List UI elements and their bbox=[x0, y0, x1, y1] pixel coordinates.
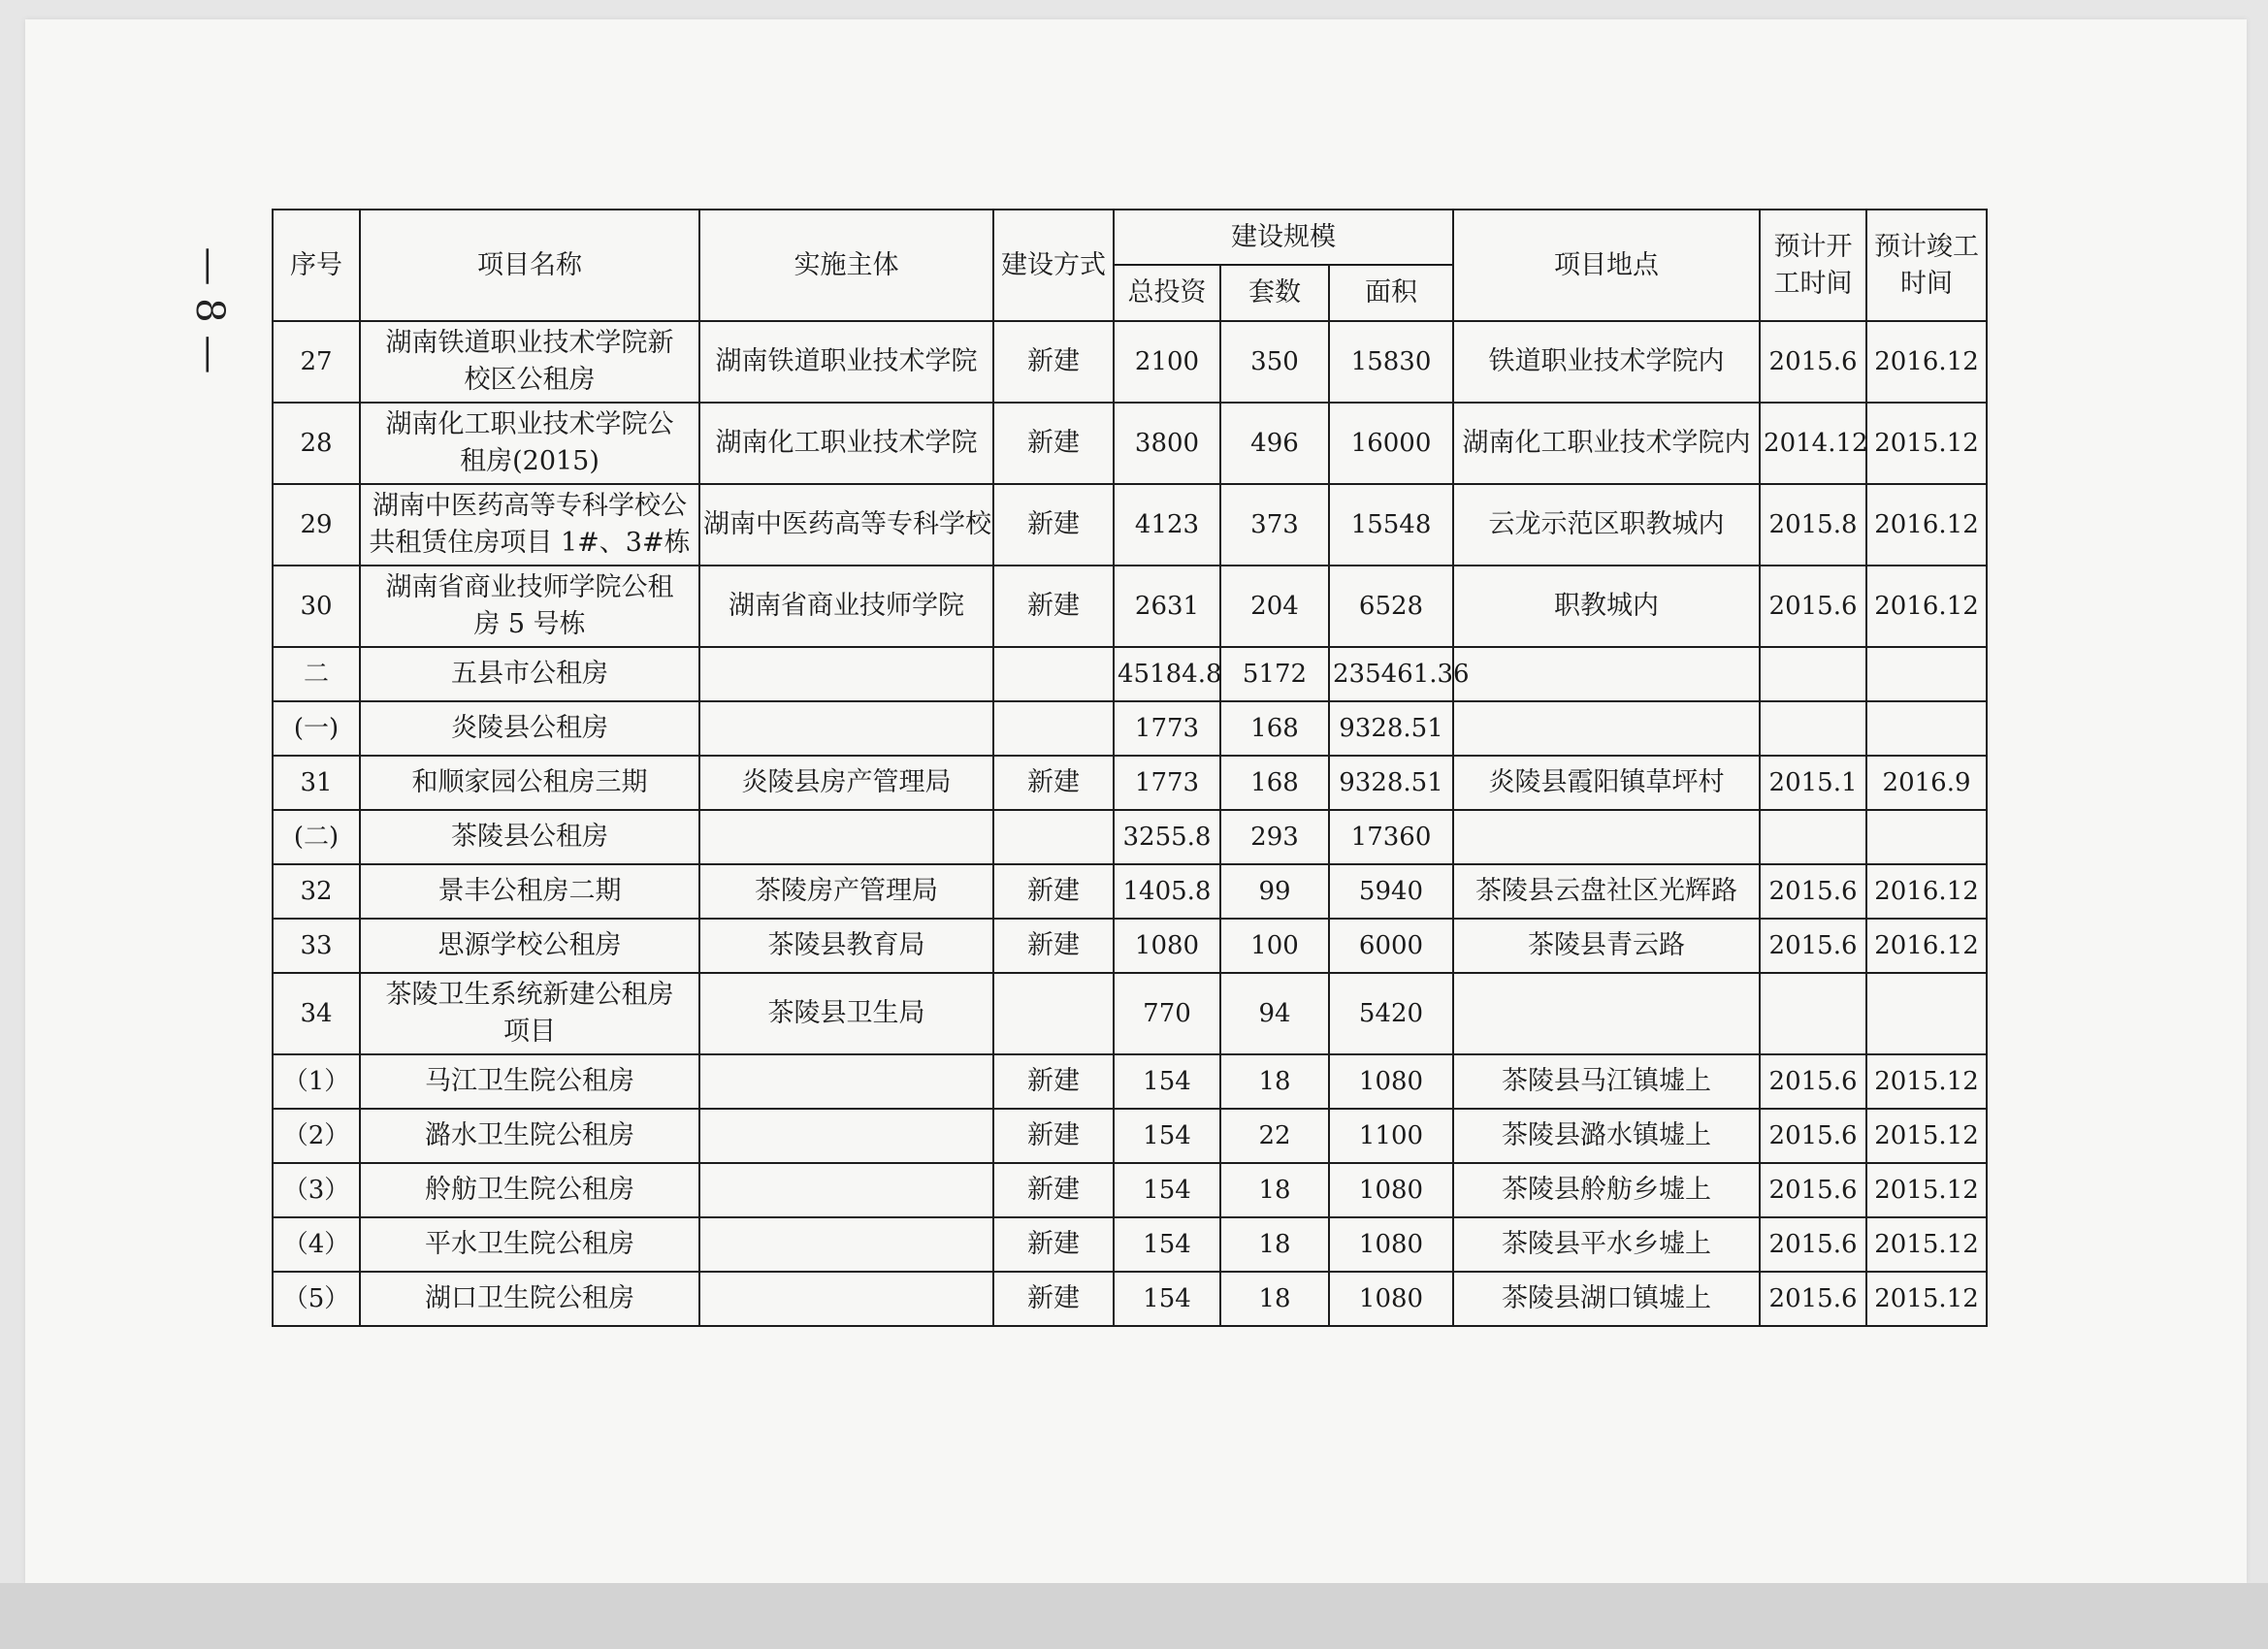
cell-project-name bbox=[360, 321, 699, 403]
header-investment: 总投资 bbox=[1114, 265, 1220, 321]
project-name-line: 湖南化工职业技术学院公 bbox=[385, 409, 674, 439]
cell-project-name bbox=[360, 1054, 699, 1109]
header-end-time bbox=[1866, 210, 1987, 321]
project-name-line: 共租赁住房项目 1#、3#栋 bbox=[369, 528, 691, 558]
cell-investment: 45184.8 bbox=[1114, 647, 1220, 701]
cell-investment: 1405.8 bbox=[1114, 864, 1220, 919]
cell-end-time: 2016.12 bbox=[1866, 919, 1987, 973]
cell-start-time: 2014.12 bbox=[1760, 403, 1866, 484]
table-row bbox=[273, 701, 1987, 756]
cell-method: 新建 bbox=[993, 919, 1114, 973]
table-row bbox=[273, 566, 1987, 647]
cell-entity bbox=[699, 1272, 993, 1326]
cell-start-time: 2015.6 bbox=[1760, 1109, 1866, 1163]
cell-project-name bbox=[360, 919, 699, 973]
cell-area: 16000 bbox=[1329, 403, 1453, 484]
cell-end-time: 2015.12 bbox=[1866, 1109, 1987, 1163]
header-location: 项目地点 bbox=[1453, 210, 1760, 321]
cell-location: 云龙示范区职教城内 bbox=[1453, 484, 1760, 566]
cell-no: 33 bbox=[273, 919, 360, 973]
cell-no: 27 bbox=[273, 321, 360, 403]
scanner-edge bbox=[0, 1583, 2268, 1649]
cell-units: 373 bbox=[1220, 484, 1329, 566]
header-method: 建设方式 bbox=[993, 210, 1114, 321]
project-name-line: 五县市公租房 bbox=[451, 659, 608, 689]
cell-units: 350 bbox=[1220, 321, 1329, 403]
table-row bbox=[273, 810, 1987, 864]
project-name-line: 湖南省商业技师学院公租 bbox=[385, 572, 674, 602]
cell-project-name bbox=[360, 1217, 699, 1272]
project-name-line: 思源学校公租房 bbox=[437, 930, 622, 960]
cell-no: 30 bbox=[273, 566, 360, 647]
cell-entity: 湖南铁道职业技术学院 bbox=[699, 321, 993, 403]
cell-no: （5） bbox=[273, 1272, 360, 1326]
header-row-top bbox=[273, 210, 1987, 265]
cell-project-name bbox=[360, 484, 699, 566]
cell-investment: 154 bbox=[1114, 1054, 1220, 1109]
cell-method bbox=[993, 701, 1114, 756]
cell-area: 1080 bbox=[1329, 1054, 1453, 1109]
header-no: 序号 bbox=[273, 210, 360, 321]
cell-area: 235461.36 bbox=[1329, 647, 1453, 701]
cell-entity: 茶陵房产管理局 bbox=[699, 864, 993, 919]
cell-no: (二) bbox=[273, 810, 360, 864]
cell-method: 新建 bbox=[993, 403, 1114, 484]
cell-units: 18 bbox=[1220, 1272, 1329, 1326]
cell-units: 94 bbox=[1220, 973, 1329, 1054]
cell-method: 新建 bbox=[993, 1272, 1114, 1326]
cell-area: 5940 bbox=[1329, 864, 1453, 919]
cell-no: 34 bbox=[273, 973, 360, 1054]
cell-area: 17360 bbox=[1329, 810, 1453, 864]
project-name-line: 湖南中医药高等专科学校公 bbox=[373, 491, 687, 521]
cell-end-time bbox=[1866, 647, 1987, 701]
cell-units: 204 bbox=[1220, 566, 1329, 647]
cell-no: 29 bbox=[273, 484, 360, 566]
cell-end-time: 2016.12 bbox=[1866, 864, 1987, 919]
cell-investment: 3255.8 bbox=[1114, 810, 1220, 864]
cell-investment: 154 bbox=[1114, 1109, 1220, 1163]
cell-units: 496 bbox=[1220, 403, 1329, 484]
header-area: 面积 bbox=[1329, 265, 1453, 321]
cell-entity bbox=[699, 1163, 993, 1217]
table-row bbox=[273, 864, 1987, 919]
cell-entity: 湖南中医药高等专科学校 bbox=[699, 484, 993, 566]
table-row bbox=[273, 1272, 1987, 1326]
cell-investment: 1773 bbox=[1114, 756, 1220, 810]
cell-entity bbox=[699, 810, 993, 864]
table-body bbox=[273, 321, 1987, 1326]
cell-project-name bbox=[360, 1272, 699, 1326]
cell-location: 茶陵县青云路 bbox=[1453, 919, 1760, 973]
table-row bbox=[273, 756, 1987, 810]
cell-start-time bbox=[1760, 647, 1866, 701]
cell-start-time: 2015.6 bbox=[1760, 1272, 1866, 1326]
cell-location bbox=[1453, 701, 1760, 756]
header-project-name: 项目名称 bbox=[360, 210, 699, 321]
page-number: — 8 — bbox=[187, 246, 232, 374]
header-end-line-2: 时间 bbox=[1900, 268, 1954, 299]
header-start-line-1: 预计开 bbox=[1773, 231, 1853, 262]
cell-investment: 2100 bbox=[1114, 321, 1220, 403]
cell-no: 31 bbox=[273, 756, 360, 810]
project-name-line: 茶陵县公租房 bbox=[451, 822, 608, 852]
cell-method: 新建 bbox=[993, 566, 1114, 647]
cell-end-time: 2015.12 bbox=[1866, 1272, 1987, 1326]
cell-method: 新建 bbox=[993, 321, 1114, 403]
project-name-line: 潞水卫生院公租房 bbox=[425, 1120, 634, 1150]
cell-method bbox=[993, 810, 1114, 864]
cell-investment: 1773 bbox=[1114, 701, 1220, 756]
cell-method: 新建 bbox=[993, 1054, 1114, 1109]
cell-entity: 湖南化工职业技术学院 bbox=[699, 403, 993, 484]
cell-location: 湖南化工职业技术学院内 bbox=[1453, 403, 1760, 484]
cell-investment: 1080 bbox=[1114, 919, 1220, 973]
cell-location bbox=[1453, 810, 1760, 864]
cell-method: 新建 bbox=[993, 756, 1114, 810]
table-row bbox=[273, 973, 1987, 1054]
cell-project-name bbox=[360, 647, 699, 701]
cell-method: 新建 bbox=[993, 484, 1114, 566]
cell-area: 6000 bbox=[1329, 919, 1453, 973]
cell-start-time: 2015.1 bbox=[1760, 756, 1866, 810]
cell-no: （2） bbox=[273, 1109, 360, 1163]
table-row bbox=[273, 403, 1987, 484]
cell-project-name bbox=[360, 973, 699, 1054]
cell-location bbox=[1453, 973, 1760, 1054]
cell-area: 1080 bbox=[1329, 1217, 1453, 1272]
cell-start-time: 2015.8 bbox=[1760, 484, 1866, 566]
cell-area: 1100 bbox=[1329, 1109, 1453, 1163]
table-row bbox=[273, 1054, 1987, 1109]
cell-project-name bbox=[360, 1163, 699, 1217]
cell-start-time: 2015.6 bbox=[1760, 321, 1866, 403]
cell-units: 22 bbox=[1220, 1109, 1329, 1163]
cell-investment: 154 bbox=[1114, 1272, 1220, 1326]
cell-units: 5172 bbox=[1220, 647, 1329, 701]
cell-investment: 3800 bbox=[1114, 403, 1220, 484]
cell-area: 9328.51 bbox=[1329, 756, 1453, 810]
cell-project-name bbox=[360, 566, 699, 647]
cell-area: 5420 bbox=[1329, 973, 1453, 1054]
project-name-line: 项目 bbox=[503, 1017, 556, 1047]
cell-project-name bbox=[360, 756, 699, 810]
project-name-line: 房 5 号栋 bbox=[473, 609, 586, 639]
cell-entity: 茶陵县教育局 bbox=[699, 919, 993, 973]
cell-project-name bbox=[360, 864, 699, 919]
cell-location: 茶陵县舲舫乡墟上 bbox=[1453, 1163, 1760, 1217]
cell-end-time bbox=[1866, 701, 1987, 756]
cell-units: 168 bbox=[1220, 701, 1329, 756]
cell-method: 新建 bbox=[993, 864, 1114, 919]
cell-start-time: 2015.6 bbox=[1760, 1054, 1866, 1109]
cell-investment: 4123 bbox=[1114, 484, 1220, 566]
header-scale: 建设规模 bbox=[1114, 210, 1453, 265]
cell-area: 9328.51 bbox=[1329, 701, 1453, 756]
cell-units: 99 bbox=[1220, 864, 1329, 919]
cell-end-time: 2016.9 bbox=[1866, 756, 1987, 810]
cell-area: 1080 bbox=[1329, 1272, 1453, 1326]
project-name-line: 平水卫生院公租房 bbox=[425, 1229, 634, 1259]
cell-location: 职教城内 bbox=[1453, 566, 1760, 647]
cell-entity: 茶陵县卫生局 bbox=[699, 973, 993, 1054]
cell-area: 15830 bbox=[1329, 321, 1453, 403]
cell-end-time: 2015.12 bbox=[1866, 1163, 1987, 1217]
project-name-line: 景丰公租房二期 bbox=[437, 876, 622, 906]
cell-end-time: 2016.12 bbox=[1866, 321, 1987, 403]
header-start-line-2: 工时间 bbox=[1773, 268, 1853, 299]
cell-end-time: 2016.12 bbox=[1866, 484, 1987, 566]
cell-start-time: 2015.6 bbox=[1760, 919, 1866, 973]
cell-start-time: 2015.6 bbox=[1760, 1163, 1866, 1217]
cell-entity bbox=[699, 1217, 993, 1272]
cell-no: (一) bbox=[273, 701, 360, 756]
cell-location: 铁道职业技术学院内 bbox=[1453, 321, 1760, 403]
cell-units: 18 bbox=[1220, 1163, 1329, 1217]
cell-start-time bbox=[1760, 810, 1866, 864]
project-name-line: 舲舫卫生院公租房 bbox=[425, 1175, 634, 1205]
header-end-line-1: 预计竣工 bbox=[1874, 231, 1980, 262]
cell-end-time: 2015.12 bbox=[1866, 403, 1987, 484]
cell-area: 6528 bbox=[1329, 566, 1453, 647]
cell-project-name bbox=[360, 701, 699, 756]
cell-entity bbox=[699, 647, 993, 701]
cell-project-name bbox=[360, 403, 699, 484]
table-row bbox=[273, 1109, 1987, 1163]
project-name-line: 租房(2015) bbox=[460, 446, 599, 476]
project-name-line: 校区公租房 bbox=[464, 365, 596, 395]
table-row bbox=[273, 1217, 1987, 1272]
cell-area: 15548 bbox=[1329, 484, 1453, 566]
table-row bbox=[273, 321, 1987, 403]
table-row bbox=[273, 1163, 1987, 1217]
cell-end-time: 2015.12 bbox=[1866, 1054, 1987, 1109]
cell-investment: 154 bbox=[1114, 1217, 1220, 1272]
cell-no: 32 bbox=[273, 864, 360, 919]
cell-units: 293 bbox=[1220, 810, 1329, 864]
cell-end-time bbox=[1866, 810, 1987, 864]
cell-no: 28 bbox=[273, 403, 360, 484]
cell-start-time: 2015.6 bbox=[1760, 566, 1866, 647]
cell-location: 茶陵县马江镇墟上 bbox=[1453, 1054, 1760, 1109]
cell-location bbox=[1453, 647, 1760, 701]
cell-entity: 炎陵县房产管理局 bbox=[699, 756, 993, 810]
cell-location: 炎陵县霞阳镇草坪村 bbox=[1453, 756, 1760, 810]
cell-no: （3） bbox=[273, 1163, 360, 1217]
cell-end-time: 2016.12 bbox=[1866, 566, 1987, 647]
cell-start-time: 2015.6 bbox=[1760, 1217, 1866, 1272]
cell-entity bbox=[699, 701, 993, 756]
project-name-line: 湖南铁道职业技术学院新 bbox=[385, 328, 674, 358]
cell-location: 茶陵县平水乡墟上 bbox=[1453, 1217, 1760, 1272]
table-row bbox=[273, 484, 1987, 566]
cell-start-time bbox=[1760, 701, 1866, 756]
cell-method: 新建 bbox=[993, 1109, 1114, 1163]
cell-start-time bbox=[1760, 973, 1866, 1054]
cell-investment: 2631 bbox=[1114, 566, 1220, 647]
cell-end-time: 2015.12 bbox=[1866, 1217, 1987, 1272]
cell-location: 茶陵县湖口镇墟上 bbox=[1453, 1272, 1760, 1326]
cell-location: 茶陵县潞水镇墟上 bbox=[1453, 1109, 1760, 1163]
cell-start-time: 2015.6 bbox=[1760, 864, 1866, 919]
project-name-line: 湖口卫生院公租房 bbox=[425, 1283, 634, 1313]
project-name-line: 马江卫生院公租房 bbox=[425, 1066, 634, 1096]
cell-project-name bbox=[360, 1109, 699, 1163]
cell-entity bbox=[699, 1109, 993, 1163]
cell-units: 168 bbox=[1220, 756, 1329, 810]
cell-location: 茶陵县云盘社区光辉路 bbox=[1453, 864, 1760, 919]
table-header bbox=[273, 210, 1987, 321]
header-start-time bbox=[1760, 210, 1866, 321]
cell-method bbox=[993, 973, 1114, 1054]
cell-units: 100 bbox=[1220, 919, 1329, 973]
cell-area: 1080 bbox=[1329, 1163, 1453, 1217]
cell-method: 新建 bbox=[993, 1217, 1114, 1272]
cell-method bbox=[993, 647, 1114, 701]
cell-end-time bbox=[1866, 973, 1987, 1054]
cell-method: 新建 bbox=[993, 1163, 1114, 1217]
header-units: 套数 bbox=[1220, 265, 1329, 321]
project-name-line: 炎陵县公租房 bbox=[451, 713, 608, 743]
cell-investment: 154 bbox=[1114, 1163, 1220, 1217]
header-entity: 实施主体 bbox=[699, 210, 993, 321]
project-table bbox=[272, 209, 1988, 1327]
cell-no: 二 bbox=[273, 647, 360, 701]
cell-units: 18 bbox=[1220, 1217, 1329, 1272]
table-row bbox=[273, 919, 1987, 973]
project-name-line: 茶陵卫生系统新建公租房 bbox=[385, 980, 674, 1010]
cell-no: （1） bbox=[273, 1054, 360, 1109]
table-row bbox=[273, 647, 1987, 701]
cell-entity bbox=[699, 1054, 993, 1109]
cell-no: （4） bbox=[273, 1217, 360, 1272]
cell-units: 18 bbox=[1220, 1054, 1329, 1109]
cell-entity: 湖南省商业技师学院 bbox=[699, 566, 993, 647]
project-name-line: 和顺家园公租房三期 bbox=[411, 767, 648, 797]
cell-project-name bbox=[360, 810, 699, 864]
cell-investment: 770 bbox=[1114, 973, 1220, 1054]
